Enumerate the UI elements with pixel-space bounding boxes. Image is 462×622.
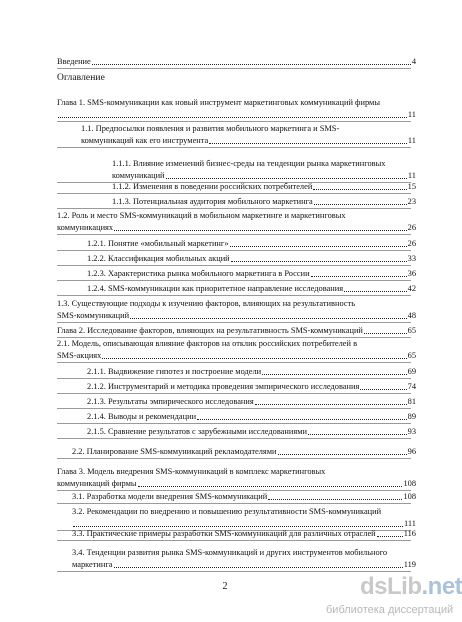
toc-leader-dots <box>230 246 407 247</box>
toc-page-number: 111 <box>404 519 416 528</box>
toc-entry-text: 2.1.4. Выводы и рекомендации <box>87 412 197 421</box>
toc-page-number: 116 <box>403 529 416 538</box>
toc-entry-line <box>87 367 416 377</box>
toc-divider <box>57 378 411 379</box>
toc-entry-line <box>57 57 416 67</box>
toc-page-number: 26 <box>407 239 416 248</box>
toc-leader-dots <box>209 143 407 144</box>
toc-entry-line <box>87 397 416 407</box>
toc-entry-text: коммуникаций фирмы <box>57 479 137 488</box>
toc-entry-line <box>72 507 416 517</box>
toc-entry-text: Глава 2. Исследование факторов, влияющих на результативность SMS-коммуникаций <box>57 326 363 335</box>
toc-leader-dots <box>308 434 407 435</box>
toc-divider <box>57 490 411 491</box>
toc-entry-text: 1.1. Предпосылки появления и развития мобильного маркетинга и SMS- <box>81 124 340 133</box>
toc-entry-text: 2.1.5. Сравнение результатов с зарубежными исследованиями <box>87 427 307 436</box>
toc-page-number: 11 <box>407 136 416 145</box>
toc-entry-text: 1.1.2. Изменения в поведении российских потребителей <box>112 182 313 191</box>
toc-leader-dots <box>313 189 406 190</box>
toc-leader-dots <box>138 486 403 487</box>
toc-divider <box>57 337 411 338</box>
toc-divider <box>57 280 411 281</box>
toc-entry-line <box>57 223 416 233</box>
toc-divider <box>57 295 411 296</box>
toc-leader-dots <box>268 499 402 500</box>
toc-entry-line <box>87 254 416 264</box>
toc-entry-line <box>87 427 416 437</box>
toc-leader-dots <box>166 178 407 179</box>
toc-page-number: 11 <box>407 171 416 180</box>
toc-divider <box>57 362 411 363</box>
toc-entry-line <box>57 311 416 321</box>
toc-page-number: 42 <box>407 284 416 293</box>
toc-entry-text: 2.2. Планирование SMS-коммуникаций рекламодателями <box>72 447 277 456</box>
toc-divider <box>57 265 411 266</box>
toc-leader-dots <box>92 64 411 65</box>
toc-divider <box>57 408 411 409</box>
toc-divider <box>57 393 411 394</box>
toc-page-number: 11 <box>407 110 416 119</box>
toc-entry-line <box>87 269 416 279</box>
toc-divider <box>57 208 411 209</box>
toc-page-number: 65 <box>407 351 416 360</box>
toc-entry-line <box>72 447 416 457</box>
toc-divider <box>57 250 411 251</box>
toc-entry-text: 1.1.3. Потенциальная аудитория мобильного маркетинга <box>112 197 313 206</box>
toc-entry-line <box>112 182 416 192</box>
toc-page-number: 48 <box>407 311 416 320</box>
toc-entry-line <box>57 339 416 349</box>
toc-divider <box>57 438 411 439</box>
toc-page-number: 96 <box>407 447 416 456</box>
toc-page-number: 15 <box>407 182 416 191</box>
toc-divider <box>57 193 411 194</box>
toc-divider <box>57 423 411 424</box>
toc-page-number: 108 <box>403 479 416 488</box>
toc-entry-line <box>87 382 416 392</box>
toc-entry-line <box>72 529 416 539</box>
toc-leader-dots <box>114 230 407 231</box>
toc-entry-line <box>87 412 416 422</box>
toc-page-number: 108 <box>403 492 416 501</box>
toc-page-number: 4 <box>411 57 416 66</box>
toc-entry-text: 2.1.2. Инструментарий и методика проведения эмпирического исследования <box>87 382 360 391</box>
toc-divider <box>57 503 411 504</box>
dslib-watermark <box>322 573 462 622</box>
toc-entry-line <box>72 560 416 570</box>
toc-page-number: 26 <box>407 223 416 232</box>
toc-entry-line <box>57 479 416 489</box>
toc-entry-line <box>57 351 416 361</box>
toc-entry-text: 2.1. Модель, описывающая влияние факторов на отклик российских потребителей в <box>57 339 358 348</box>
toc-leader-dots <box>377 536 403 537</box>
toc-entry-text: коммуникациях <box>57 223 114 232</box>
toc-entry-text: 1.2.2. Классификация мобильных акций <box>87 254 230 263</box>
toc-entry-line <box>112 171 416 181</box>
toc-entry-text: Глава 1. SMS-коммуникации как новый инструмент маркетинговых коммуникаций фирмы <box>57 98 380 107</box>
toc-entry-text: коммуникаций <box>112 171 165 180</box>
toc-page-number: 81 <box>407 397 416 406</box>
toc-divider <box>57 571 411 572</box>
toc-leader-dots <box>360 389 406 390</box>
toc-entry-text: 1.1.1. Влияние изменений бизнес-среды на тенденции рынка маркетинговых <box>112 159 386 168</box>
toc-page-number: 89 <box>407 412 416 421</box>
toc-leader-dots <box>58 117 407 118</box>
toc-heading: Оглавление <box>57 73 105 83</box>
page-number: 2 <box>222 581 228 592</box>
toc-entry-text: 1.3. Существующие подходы к изучению факторов, влияющих на результативность <box>57 299 356 308</box>
toc-entry-line <box>57 98 416 108</box>
toc-entry-text: 1.2.1. Понятие «мобильный маркетинг» <box>87 239 229 248</box>
toc-divider <box>57 458 411 459</box>
toc-entry-line <box>57 110 416 120</box>
toc-leader-dots <box>364 333 407 334</box>
toc-entry-text: 2.1.3. Результаты эмпирического исследования <box>87 397 254 406</box>
toc-entry-text: 1.2. Роль и место SMS-коммуникаций в мобильном маркетинге и маркетинговых <box>57 211 346 220</box>
toc-leader-dots <box>344 291 407 292</box>
toc-leader-dots <box>311 276 407 277</box>
watermark-logo: dsLib.net <box>360 573 462 600</box>
watermark-subtitle: библиотека диссертаций <box>326 604 454 616</box>
toc-entry-text: 1.2.3. Характеристика рынка мобильного маркетинга в России <box>87 269 310 278</box>
toc-entry-text: SMS-коммуникаций <box>57 311 130 320</box>
toc-entry-text: SMS-акциях <box>57 351 102 360</box>
toc-leader-dots <box>278 454 407 455</box>
toc-entry-text: Введение <box>57 57 91 66</box>
toc-leader-dots <box>102 358 406 359</box>
toc-entry-line <box>57 211 416 221</box>
toc-page-number: 93 <box>407 427 416 436</box>
toc-leader-dots <box>197 419 407 420</box>
toc-entry-line <box>57 467 416 477</box>
toc-page-number: 119 <box>403 560 416 569</box>
toc-page-number: 65 <box>407 326 416 335</box>
toc-entry-line <box>72 492 416 502</box>
toc-divider <box>57 540 411 541</box>
toc-page-number: 74 <box>407 382 416 391</box>
toc-entry-line <box>57 326 416 336</box>
toc-entry-text: коммуникаций как его инструмента <box>81 136 209 145</box>
toc-leader-dots <box>73 526 403 527</box>
toc-entry-text: 3.1. Разработка модели внедрения SMS-коммуникаций <box>72 492 268 501</box>
toc-divider <box>57 234 411 235</box>
toc-leader-dots <box>114 567 403 568</box>
toc-divider <box>57 121 411 122</box>
toc-entry-text: 3.3. Практические примеры разработки SMS-коммуникаций для различных отраслей <box>72 529 376 538</box>
toc-entry-text: 2.1.1. Выдвижение гипотез и построение модели <box>87 367 262 376</box>
toc-entry-line <box>57 299 416 309</box>
toc-entry-line <box>81 136 416 146</box>
toc-page-number: 69 <box>407 367 416 376</box>
toc-entry-text: 3.2. Рекомендации по внедрению и повышению результативности SMS-коммуникаций <box>72 507 382 516</box>
toc-leader-dots <box>130 318 407 319</box>
toc-leader-dots <box>262 374 406 375</box>
toc-leader-dots <box>314 204 407 205</box>
toc-entry-text: Глава 3. Модель внедрения SMS-коммуникаций в комплекс маркетинговых <box>57 467 326 476</box>
toc-leader-dots <box>255 404 407 405</box>
toc-divider <box>57 68 411 69</box>
toc-entry-line <box>112 197 416 207</box>
toc-entry-line <box>81 124 416 134</box>
toc-page-number: 33 <box>407 254 416 263</box>
toc-entry-line <box>112 159 416 169</box>
toc-entry-line <box>72 548 416 558</box>
toc-entry-text: 1.2.4. SMS-коммуникации как приоритетное направление исследования <box>87 284 344 293</box>
toc-page-number: 36 <box>407 269 416 278</box>
toc-divider <box>57 147 411 148</box>
toc-leader-dots <box>231 261 407 262</box>
toc-entry-line <box>87 239 416 249</box>
toc-divider <box>57 322 411 323</box>
toc-entry-text: маркетинга <box>72 560 113 569</box>
toc-page-number: 23 <box>407 197 416 206</box>
toc-entry-line <box>72 519 416 529</box>
toc-entry-line <box>87 284 416 294</box>
toc-entry-text: 3.4. Тенденции развития рынка SMS-коммуникаций и других инструментов мобильного <box>72 548 388 557</box>
